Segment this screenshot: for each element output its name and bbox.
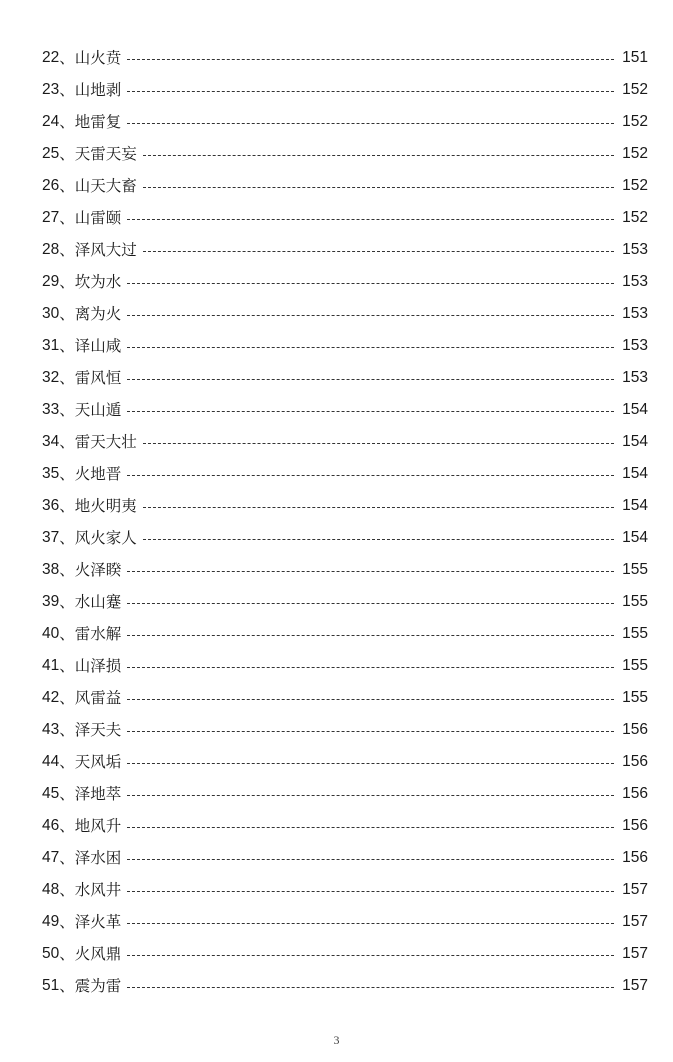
toc-entry-number: 43 [42, 721, 60, 738]
toc-dot-leader [127, 763, 614, 764]
toc-entry-title: 天山遁 [74, 401, 122, 419]
toc-entry-title: 地雷复 [74, 113, 122, 131]
toc-dot-leader [127, 347, 614, 348]
toc-entry[interactable] [42, 298, 648, 330]
toc-entry-separator: 、 [59, 177, 75, 195]
toc-entry-page: 154 [622, 529, 648, 546]
toc-entry-number: 29 [42, 273, 60, 290]
toc-entry-separator: 、 [59, 945, 75, 963]
toc-entry-separator: 、 [59, 593, 75, 611]
toc-entry-title: 山地剥 [74, 81, 122, 99]
toc-entry-number: 28 [42, 241, 60, 258]
toc-dot-leader [127, 891, 614, 892]
toc-entry[interactable] [42, 938, 648, 970]
toc-entry-separator: 、 [59, 49, 75, 67]
toc-entry-number: 22 [42, 49, 60, 66]
toc-entry-title: 泽水困 [74, 849, 122, 867]
toc-entry-separator: 、 [59, 465, 75, 483]
toc-entry-number: 49 [42, 913, 60, 930]
toc-entry-separator: 、 [59, 657, 75, 675]
toc-entry-page: 151 [622, 49, 648, 66]
toc-entry[interactable] [42, 362, 648, 394]
toc-entry-page: 156 [622, 753, 648, 770]
toc-entry[interactable] [42, 266, 648, 298]
toc-entry-title: 泽天夫 [74, 721, 122, 739]
toc-dot-leader [127, 987, 614, 988]
toc-dot-leader [143, 507, 614, 508]
toc-entry-title: 泽火革 [74, 913, 122, 931]
toc-dot-leader [127, 827, 614, 828]
toc-entry-page: 156 [622, 817, 648, 834]
toc-entry-title: 泽风大过 [74, 241, 137, 259]
toc-entry-number: 36 [42, 497, 60, 514]
toc-entry-page: 154 [622, 465, 648, 482]
toc-entry[interactable] [42, 138, 648, 170]
toc-entry-title: 山火贲 [74, 49, 122, 67]
toc-entry[interactable] [42, 874, 648, 906]
toc-entry-page: 156 [622, 849, 648, 866]
toc-entry-separator: 、 [59, 369, 75, 387]
toc-entry-number: 45 [42, 785, 60, 802]
toc-dot-leader [127, 731, 614, 732]
toc-entry-separator: 、 [59, 689, 75, 707]
toc-entry-separator: 、 [59, 913, 75, 931]
toc-entry-number: 23 [42, 81, 60, 98]
toc-entry-page: 153 [622, 369, 648, 386]
toc-entry-number: 44 [42, 753, 60, 770]
toc-entry-number: 37 [42, 529, 60, 546]
toc-dot-leader [143, 187, 614, 188]
toc-entry-title: 风雷益 [74, 689, 122, 707]
toc-entry-separator: 、 [59, 81, 75, 99]
toc-entry-number: 34 [42, 433, 60, 450]
toc-dot-leader [127, 571, 614, 572]
toc-dot-leader [143, 155, 614, 156]
toc-entry-page: 155 [622, 657, 648, 674]
toc-entry-separator: 、 [59, 785, 75, 803]
toc-entry[interactable] [42, 106, 648, 138]
toc-dot-leader [127, 411, 614, 412]
toc-entry-title: 雷天大壮 [74, 433, 137, 451]
toc-dot-leader [127, 283, 614, 284]
toc-entry-page: 157 [622, 881, 648, 898]
toc-dot-leader [127, 699, 614, 700]
toc-entry-page: 153 [622, 241, 648, 258]
toc-entry-separator: 、 [59, 337, 75, 355]
toc-entry-number: 51 [42, 977, 60, 994]
toc-entry-separator: 、 [59, 753, 75, 771]
toc-entry-title: 山天大畜 [74, 177, 137, 195]
toc-entry-number: 30 [42, 305, 60, 322]
toc-dot-leader [127, 923, 614, 924]
toc-entry-page: 154 [622, 497, 648, 514]
toc-entry[interactable] [42, 458, 648, 490]
toc-entry[interactable] [42, 394, 648, 426]
toc-entry[interactable] [42, 522, 648, 554]
toc-entry-number: 50 [42, 945, 60, 962]
toc-entry-separator: 、 [59, 977, 75, 995]
toc-dot-leader [127, 795, 614, 796]
toc-dot-leader [127, 59, 614, 60]
toc-dot-leader [127, 315, 614, 316]
toc-entry-page: 156 [622, 721, 648, 738]
toc-entry[interactable] [42, 202, 648, 234]
toc-entry-title: 火风鼎 [74, 945, 122, 963]
page-number: 3 [333, 1033, 340, 1047]
toc-entry-title: 坎为水 [74, 273, 122, 291]
toc-entry[interactable] [42, 650, 648, 682]
toc-dot-leader [143, 251, 614, 252]
toc-entry[interactable] [42, 170, 648, 202]
toc-entry-number: 35 [42, 465, 60, 482]
toc-entry-title: 地风升 [74, 817, 122, 835]
toc-entry-page: 152 [622, 209, 648, 226]
toc-dot-leader [127, 603, 614, 604]
toc-entry-title: 雷风恒 [74, 369, 122, 387]
toc-dot-leader [127, 379, 614, 380]
toc-entry-page: 152 [622, 81, 648, 98]
toc-entry-title: 火泽睽 [74, 561, 122, 579]
toc-entry-separator: 、 [59, 145, 75, 163]
toc-entry-separator: 、 [59, 529, 75, 547]
toc-entry-number: 42 [42, 689, 60, 706]
toc-entry-separator: 、 [59, 433, 75, 451]
toc-entry-separator: 、 [59, 561, 75, 579]
toc-dot-leader [143, 443, 614, 444]
toc-entry-separator: 、 [59, 625, 75, 643]
toc-entry-number: 26 [42, 177, 60, 194]
toc-entry-page: 154 [622, 433, 648, 450]
toc-entry-number: 38 [42, 561, 60, 578]
toc-entry-title: 水山蹇 [74, 593, 122, 611]
toc-entry[interactable] [42, 426, 648, 458]
toc-entry[interactable] [42, 682, 648, 714]
toc-entry-page: 155 [622, 561, 648, 578]
toc-entry-number: 32 [42, 369, 60, 386]
toc-entry[interactable] [42, 586, 648, 618]
toc-entry-number: 46 [42, 817, 60, 834]
toc-entry-number: 27 [42, 209, 60, 226]
toc-entry-separator: 、 [59, 849, 75, 867]
toc-entry-title: 风火家人 [74, 529, 137, 547]
toc-entry-title: 泽地萃 [74, 785, 122, 803]
toc-entry-page: 152 [622, 177, 648, 194]
toc-entry-title: 雷水解 [74, 625, 122, 643]
toc-entry-number: 39 [42, 593, 60, 610]
toc-entry[interactable] [42, 554, 648, 586]
toc-entry[interactable] [42, 330, 648, 362]
toc-entry-page: 157 [622, 913, 648, 930]
toc-entry-separator: 、 [59, 273, 75, 291]
toc-entry-page: 157 [622, 945, 648, 962]
toc-entry-separator: 、 [59, 113, 75, 131]
toc-entry-page: 152 [622, 113, 648, 130]
toc-entry-page: 152 [622, 145, 648, 162]
toc-dot-leader [127, 955, 614, 956]
toc-entry-title: 火地晋 [74, 465, 122, 483]
toc-entry[interactable] [42, 234, 648, 266]
toc-entry-title: 天风垢 [74, 753, 122, 771]
toc-entry-page: 155 [622, 689, 648, 706]
toc-entry-title: 山泽损 [74, 657, 122, 675]
toc-entry-page: 156 [622, 785, 648, 802]
toc-entry-title: 水风井 [74, 881, 122, 899]
toc-entry-separator: 、 [59, 497, 75, 515]
toc-entry-separator: 、 [59, 401, 75, 419]
toc-dot-leader [127, 123, 614, 124]
toc-entry-title: 震为雷 [74, 977, 122, 995]
toc-entry[interactable] [42, 746, 648, 778]
toc-entry-title: 天雷天妄 [74, 145, 137, 163]
toc-entry[interactable] [42, 74, 648, 106]
toc-entry-separator: 、 [59, 881, 75, 899]
toc-entry[interactable] [42, 810, 648, 842]
toc-entry-title: 译山咸 [74, 337, 122, 355]
toc-entry-number: 41 [42, 657, 60, 674]
toc-entry-separator: 、 [59, 817, 75, 835]
toc-entry-number: 31 [42, 337, 60, 354]
toc-entry-separator: 、 [59, 241, 75, 259]
toc-entry[interactable] [42, 970, 648, 1002]
toc-entry-page: 153 [622, 337, 648, 354]
toc-entry-number: 48 [42, 881, 60, 898]
toc-entry-page: 153 [622, 273, 648, 290]
toc-entry-title: 山雷颐 [74, 209, 122, 227]
toc-entry[interactable] [42, 778, 648, 810]
toc-dot-leader [127, 91, 614, 92]
toc-entry[interactable] [42, 618, 648, 650]
toc-entry-page: 155 [622, 593, 648, 610]
toc-dot-leader [127, 475, 614, 476]
toc-entry[interactable] [42, 906, 648, 938]
toc-entry-separator: 、 [59, 721, 75, 739]
toc-entry-separator: 、 [59, 209, 75, 227]
toc-dot-leader [127, 667, 614, 668]
toc-entry-number: 47 [42, 849, 60, 866]
toc-entry-title: 离为火 [74, 305, 122, 323]
toc-dot-leader [127, 219, 614, 220]
toc-entry[interactable] [42, 490, 648, 522]
toc-entry-number: 40 [42, 625, 60, 642]
table-of-contents [42, 42, 648, 1002]
toc-entry-number: 25 [42, 145, 60, 162]
toc-entry[interactable] [42, 714, 648, 746]
toc-entry-page: 154 [622, 401, 648, 418]
toc-dot-leader [127, 635, 614, 636]
toc-dot-leader [143, 539, 614, 540]
toc-entry-number: 24 [42, 113, 60, 130]
toc-entry[interactable] [42, 842, 648, 874]
toc-entry[interactable] [42, 42, 648, 74]
toc-entry-page: 157 [622, 977, 648, 994]
toc-entry-separator: 、 [59, 305, 75, 323]
toc-dot-leader [127, 859, 614, 860]
toc-entry-page: 155 [622, 625, 648, 642]
toc-entry-title: 地火明夷 [74, 497, 137, 515]
toc-entry-page: 153 [622, 305, 648, 322]
toc-entry-number: 33 [42, 401, 60, 418]
